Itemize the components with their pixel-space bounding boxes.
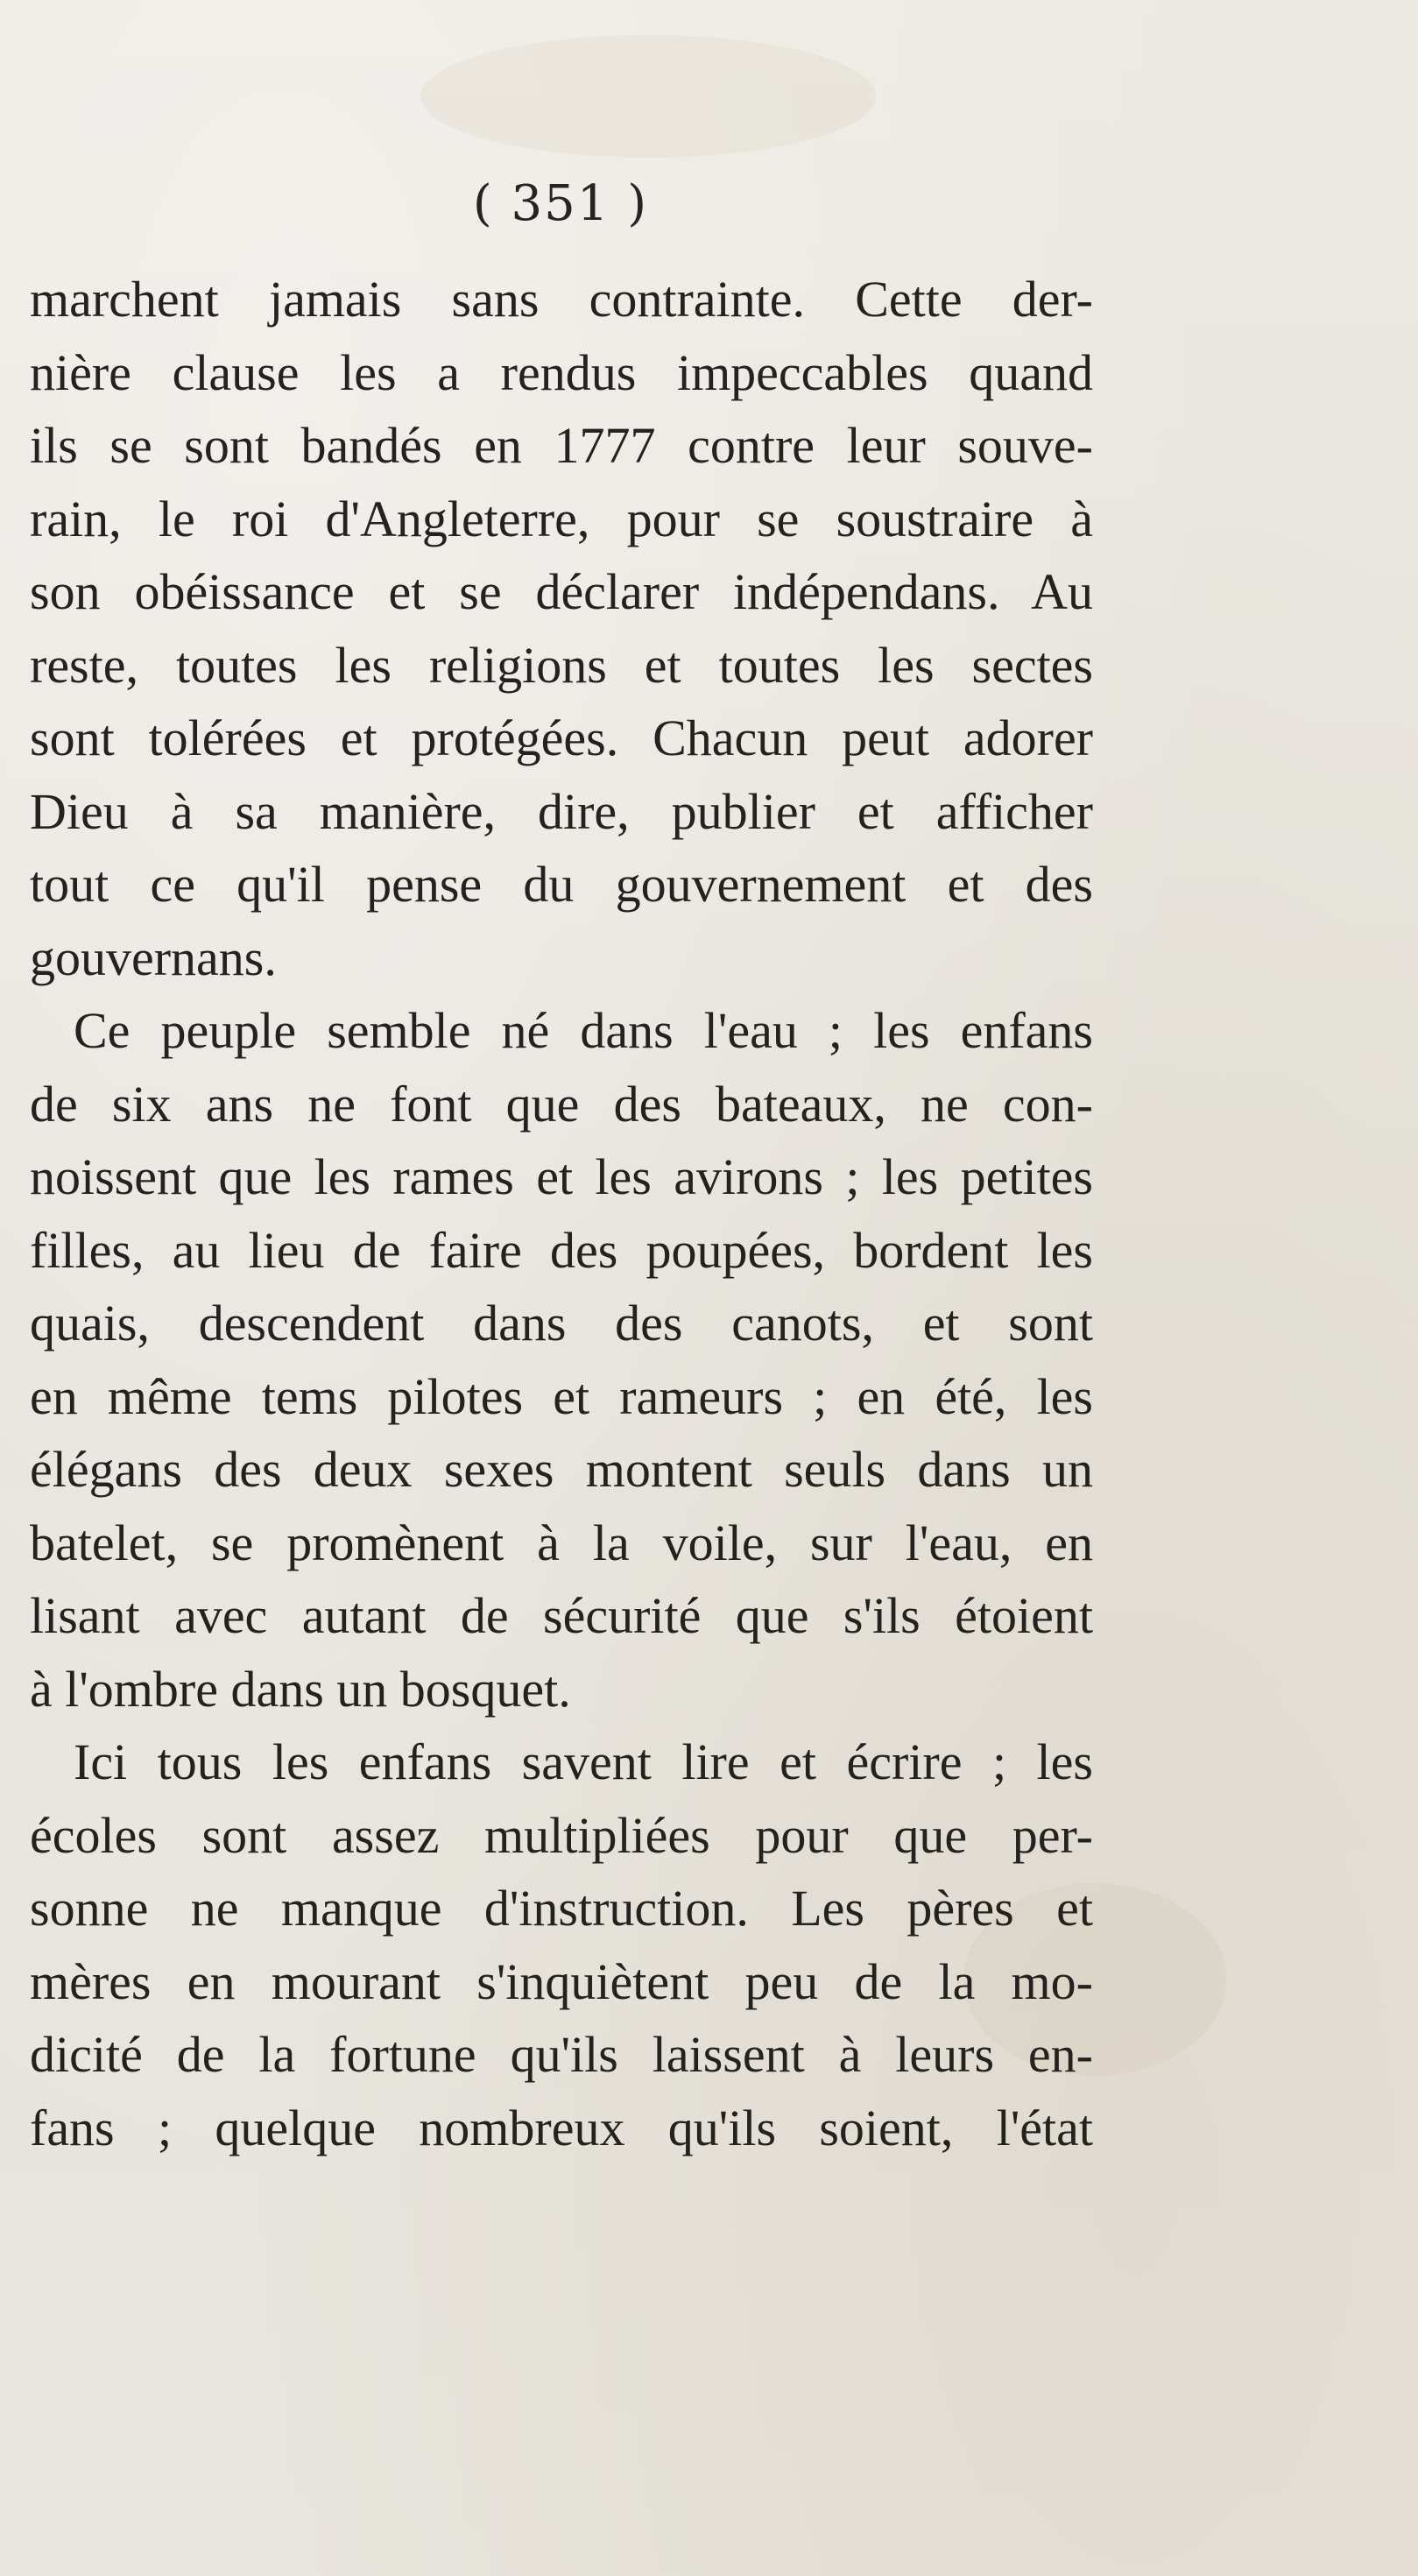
text-line: nière clause les a rendus impeccables quand xyxy=(30,343,1093,401)
text-line: Ce peuple semble né dans l'eau ; les enfans xyxy=(74,1002,1093,1059)
text-line: écoles sont assez multipliées pour que per- xyxy=(30,1806,1093,1864)
text-line: quais, descendent dans des canots, et sont xyxy=(30,1295,1093,1352)
text-line: reste, toutes les religions et toutes les sectes xyxy=(30,636,1093,694)
text-line: mères en mourant s'inquiètent peu de la mo- xyxy=(30,1952,1093,2010)
text-line: élégans des deux sexes montent seuls dans un xyxy=(30,1441,1093,1498)
paper-stain xyxy=(420,35,876,158)
text-line: rain, le roi d'Angleterre, pour se soustraire à xyxy=(30,490,1093,547)
text-line: en même tems pilotes et rameurs ; en été, les xyxy=(30,1367,1093,1425)
text-line: filles, au lieu de faire des poupées, bordent les xyxy=(30,1221,1093,1279)
text-line: son obéissance et se déclarer indépendans. Au xyxy=(30,563,1093,620)
text-line: dicité de la fortune qu'ils laissent à leurs en- xyxy=(30,2026,1093,2083)
page-number: ( 351 ) xyxy=(472,175,649,232)
text-line: ils se sont bandés en 1777 contre leur souve- xyxy=(30,417,1093,474)
text-line: noissent que les rames et les avirons ; les petites xyxy=(30,1148,1093,1205)
text-line: tout ce qu'il pense du gouvernement et des xyxy=(30,856,1093,913)
text-line: sonne ne manque d'instruction. Les pères et xyxy=(30,1880,1093,1937)
text-line: Dieu à sa manière, dire, publier et afficher xyxy=(30,782,1093,840)
text-line: gouvernans. xyxy=(30,928,277,986)
text-line: sont tolérées et protégées. Chacun peut adorer xyxy=(30,709,1093,766)
text-line: à l'ombre dans un bosquet. xyxy=(30,1660,571,1718)
text-line: lisant avec autant de sécurité que s'ils étoient xyxy=(30,1587,1093,1644)
text-line: batelet, se promènent à la voile, sur l'eau, en xyxy=(30,1514,1093,1571)
text-line: fans ; quelque nombreux qu'ils soient, l'état xyxy=(30,2099,1093,2156)
text-line: de six ans ne font que des bateaux, ne con- xyxy=(30,1075,1093,1133)
text-line: marchent jamais sans contrainte. Cette der- xyxy=(30,271,1093,328)
body-text xyxy=(30,263,1093,2164)
text-line: Ici tous les enfans savent lire et écrire ; les xyxy=(74,1733,1093,1790)
